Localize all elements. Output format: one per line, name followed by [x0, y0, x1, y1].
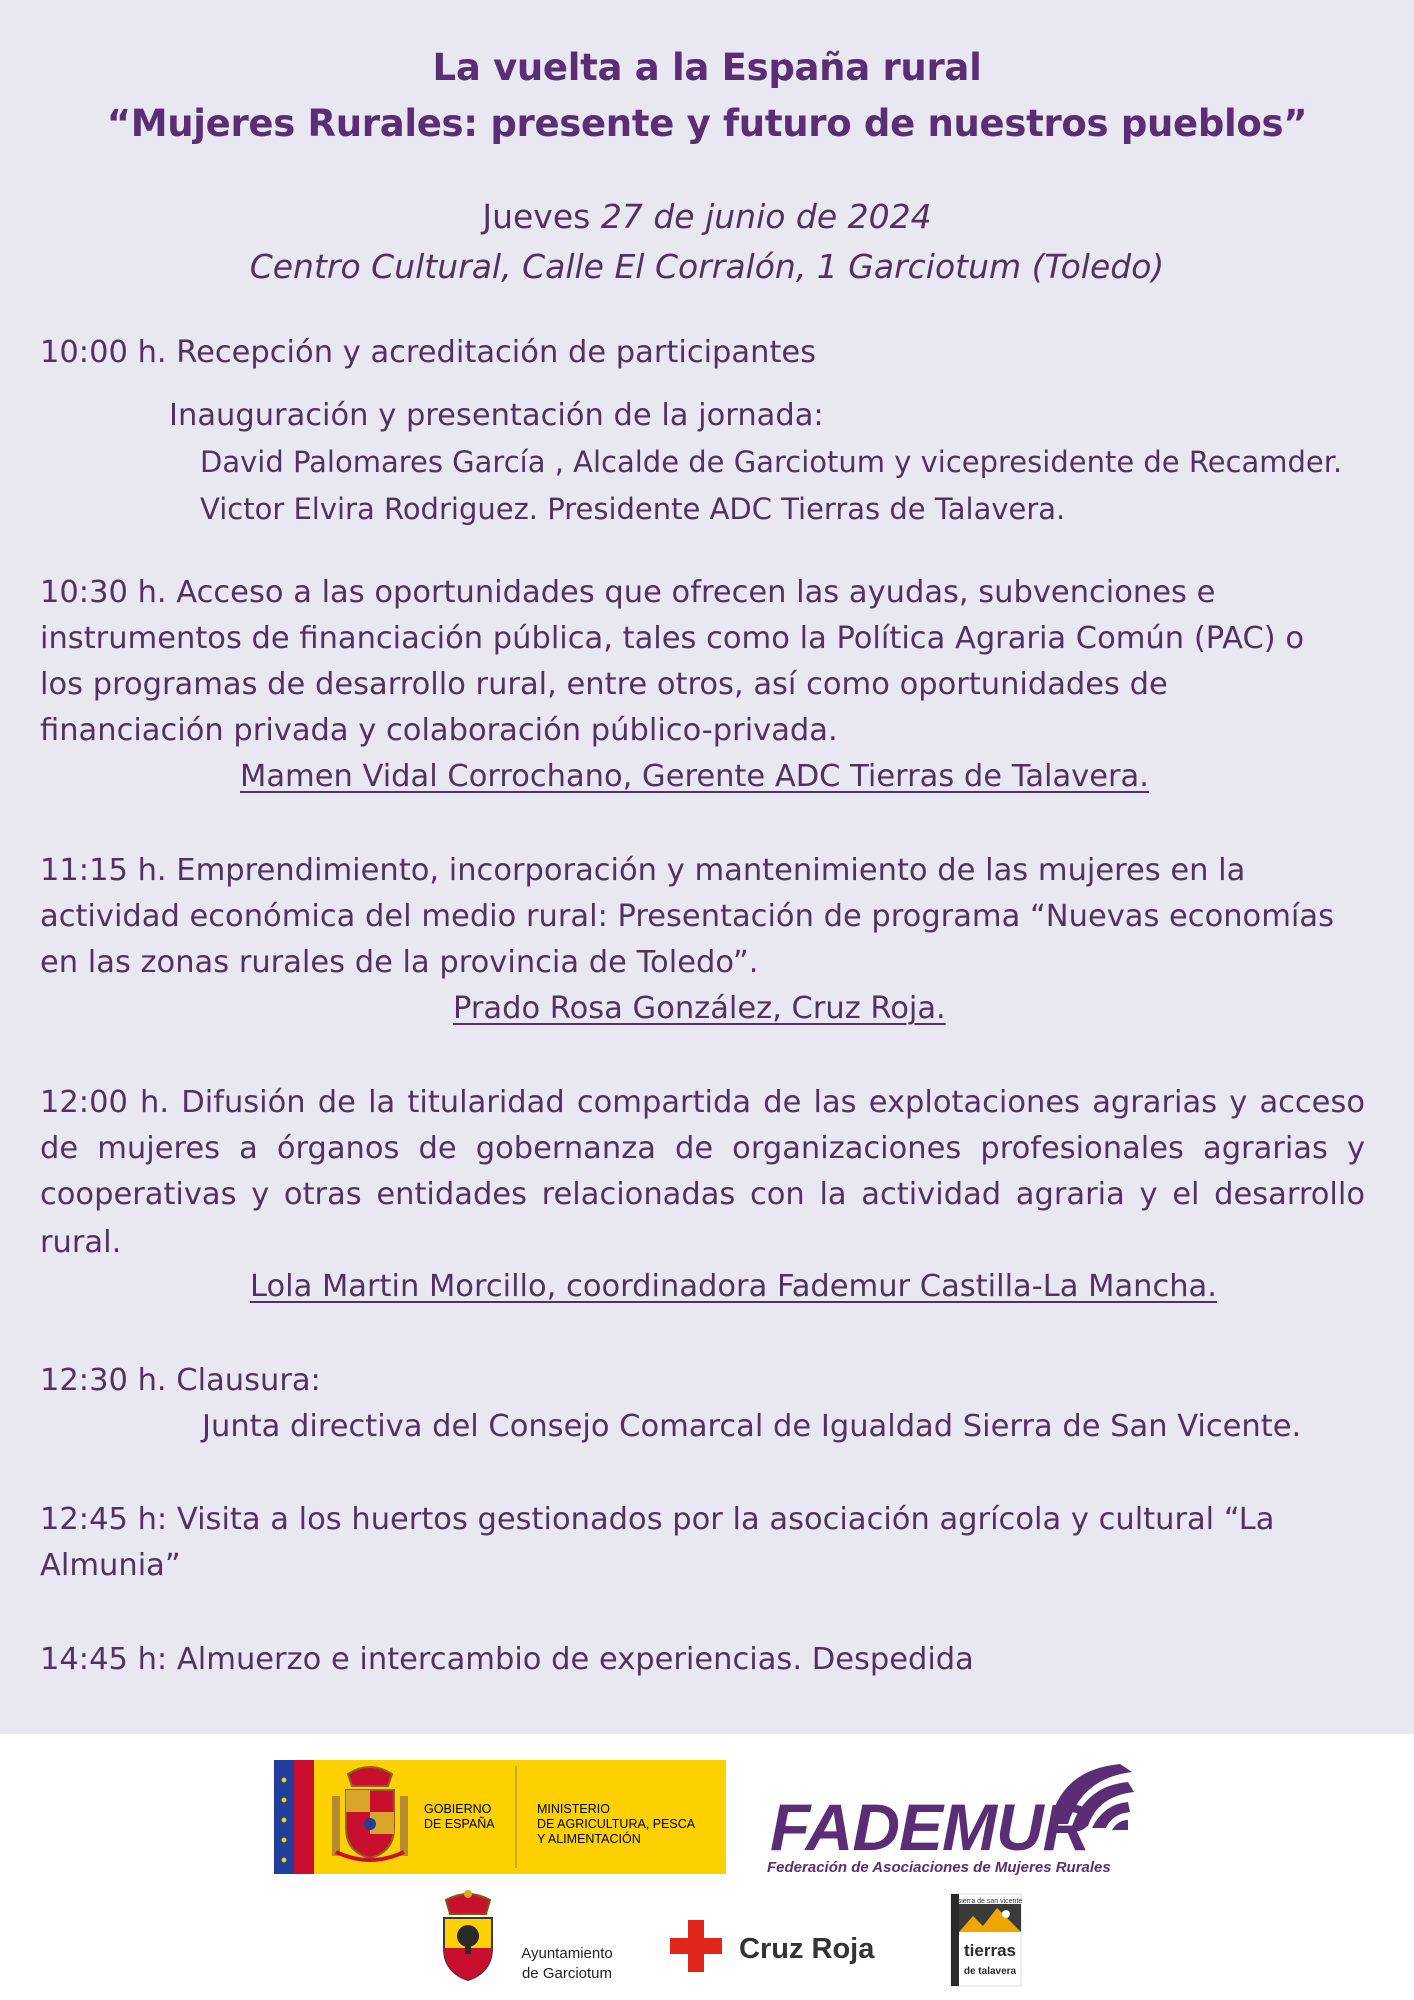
- agenda-item-1230-sub: Junta directiva del Consejo Comarcal de Igualdad Sierra de San Vicente.: [202, 1409, 1302, 1444]
- tierras-de-talavera-logo: [951, 1894, 1022, 1986]
- ayuntamiento-line-1: Ayuntamiento: [521, 1945, 613, 1962]
- ministerio-line-3: Y ALIMENTACIÓN: [537, 1832, 641, 1846]
- agenda-item-1000-speaker-2: Victor Elvira Rodriguez. Presidente ADC Tierras de Talavera.: [200, 492, 1066, 526]
- gobierno-line-1: GOBIERNO: [424, 1802, 492, 1816]
- garciotum-crest-icon: [444, 1890, 492, 1980]
- date-text: 27 de junio de 2024: [600, 197, 932, 236]
- tierras-line-1: tierras: [964, 1941, 1016, 1960]
- agenda-item-1030-line-4: financiación privada y colaboración público-privada.: [40, 713, 838, 748]
- fademur-logo: [767, 1764, 1134, 1876]
- agenda-item-1000-speaker-1: David Palomares García , Alcalde de Garciotum y vicepresidente de Recamder.: [200, 445, 1343, 479]
- red-cross-icon: [670, 1920, 722, 1972]
- agenda-item-1245-line-1: 12:45 h: Visita a los huertos gestionados por la asociación agrícola y cultural “La: [40, 1502, 1275, 1537]
- logos-svg: [0, 1734, 1414, 2000]
- ministerio-logo: [274, 1760, 726, 1874]
- agenda-item-1000-sub: Inauguración y presentación de la jornada:: [169, 398, 824, 433]
- event-date: [0, 197, 1414, 236]
- agenda-item-1030-speaker: Mamen Vidal Corrochano, Gerente ADC Tierras de Talavera.: [240, 759, 1149, 794]
- agenda-item-1445: 14:45 h: Almuerzo e intercambio de experiencias. Despedida: [40, 1642, 974, 1677]
- gobierno-line-2: DE ESPAÑA: [424, 1817, 495, 1831]
- agenda-item-1115-line-1: 11:15 h. Emprendimiento, incorporación y mantenimiento de las mujeres en la: [40, 853, 1246, 888]
- fademur-name: FADEMUR: [770, 1790, 1090, 1864]
- agenda-item-1200-line-2: de mujeres a órganos de gobernanza de organizaciones profesionales agrarias y: [40, 1131, 1365, 1166]
- agenda-item-1200-line-4: rural.: [40, 1225, 122, 1260]
- cruz-roja-name: Cruz Roja: [739, 1933, 875, 1965]
- agenda-item-1115-speaker: Prado Rosa González, Cruz Roja.: [453, 991, 946, 1026]
- title-line-2: “Mujeres Rurales: presente y futuro de nuestros pueblos”: [106, 102, 1308, 145]
- agenda-item-1030-line-3: los programas de desarrollo rural, entre otros, así como oportunidades de: [40, 667, 1168, 702]
- title-line-1: La vuelta a la España rural: [432, 46, 982, 89]
- tierras-line-2: de talavera: [963, 1966, 1017, 1977]
- cruz-roja-logo: [670, 1920, 875, 1972]
- tierras-top-text: sierra de san vicente: [957, 1898, 1023, 1905]
- sponsor-logos: [0, 1734, 1414, 2000]
- agenda-item-1000: 10:00 h. Recepción y acreditación de participantes: [40, 335, 817, 370]
- ministerio-line-1: MINISTERIO: [537, 1802, 610, 1816]
- date-day: Jueves: [482, 197, 591, 236]
- agenda-item-1200-speaker: Lola Martin Morcillo, coordinadora Fademur Castilla-La Mancha.: [250, 1269, 1217, 1304]
- garciotum-logo: [444, 1890, 613, 1982]
- agenda-item-1245-line-2: Almunia”: [40, 1548, 181, 1583]
- ayuntamiento-line-2: de Garciotum: [521, 1965, 613, 1982]
- agenda-item-1200-line-3: cooperativas y otras entidades relacionadas con la actividad agraria y el desarrollo: [40, 1177, 1365, 1212]
- agenda-item-1030-line-2: instrumentos de financiación pública, tales como la Política Agraria Común (PAC) o: [40, 621, 1305, 656]
- fademur-subtitle: Federación de Asociaciones de Mujeres Rurales: [767, 1859, 1111, 1876]
- ministerio-line-2: DE AGRICULTURA, PESCA: [537, 1817, 696, 1831]
- agenda-item-1230: 12:30 h. Clausura:: [40, 1363, 321, 1398]
- agenda-item-1030-line-1: 10:30 h. Acceso a las oportunidades que ofrecen las ayudas, subvenciones e: [40, 575, 1216, 610]
- agenda-item-1115-line-2: actividad económica del medio rural: Presentación de programa “Nuevas economías: [40, 899, 1334, 934]
- agenda-item-1200-line-1: 12:00 h. Difusión de la titularidad compartida de las explotaciones agrarias y acceso: [40, 1085, 1365, 1120]
- agenda-item-1115-line-3: en las zonas rurales de la provincia de Toledo”.: [40, 945, 759, 980]
- event-venue: Centro Cultural, Calle El Corralón, 1 Garciotum (Toledo): [249, 247, 1165, 286]
